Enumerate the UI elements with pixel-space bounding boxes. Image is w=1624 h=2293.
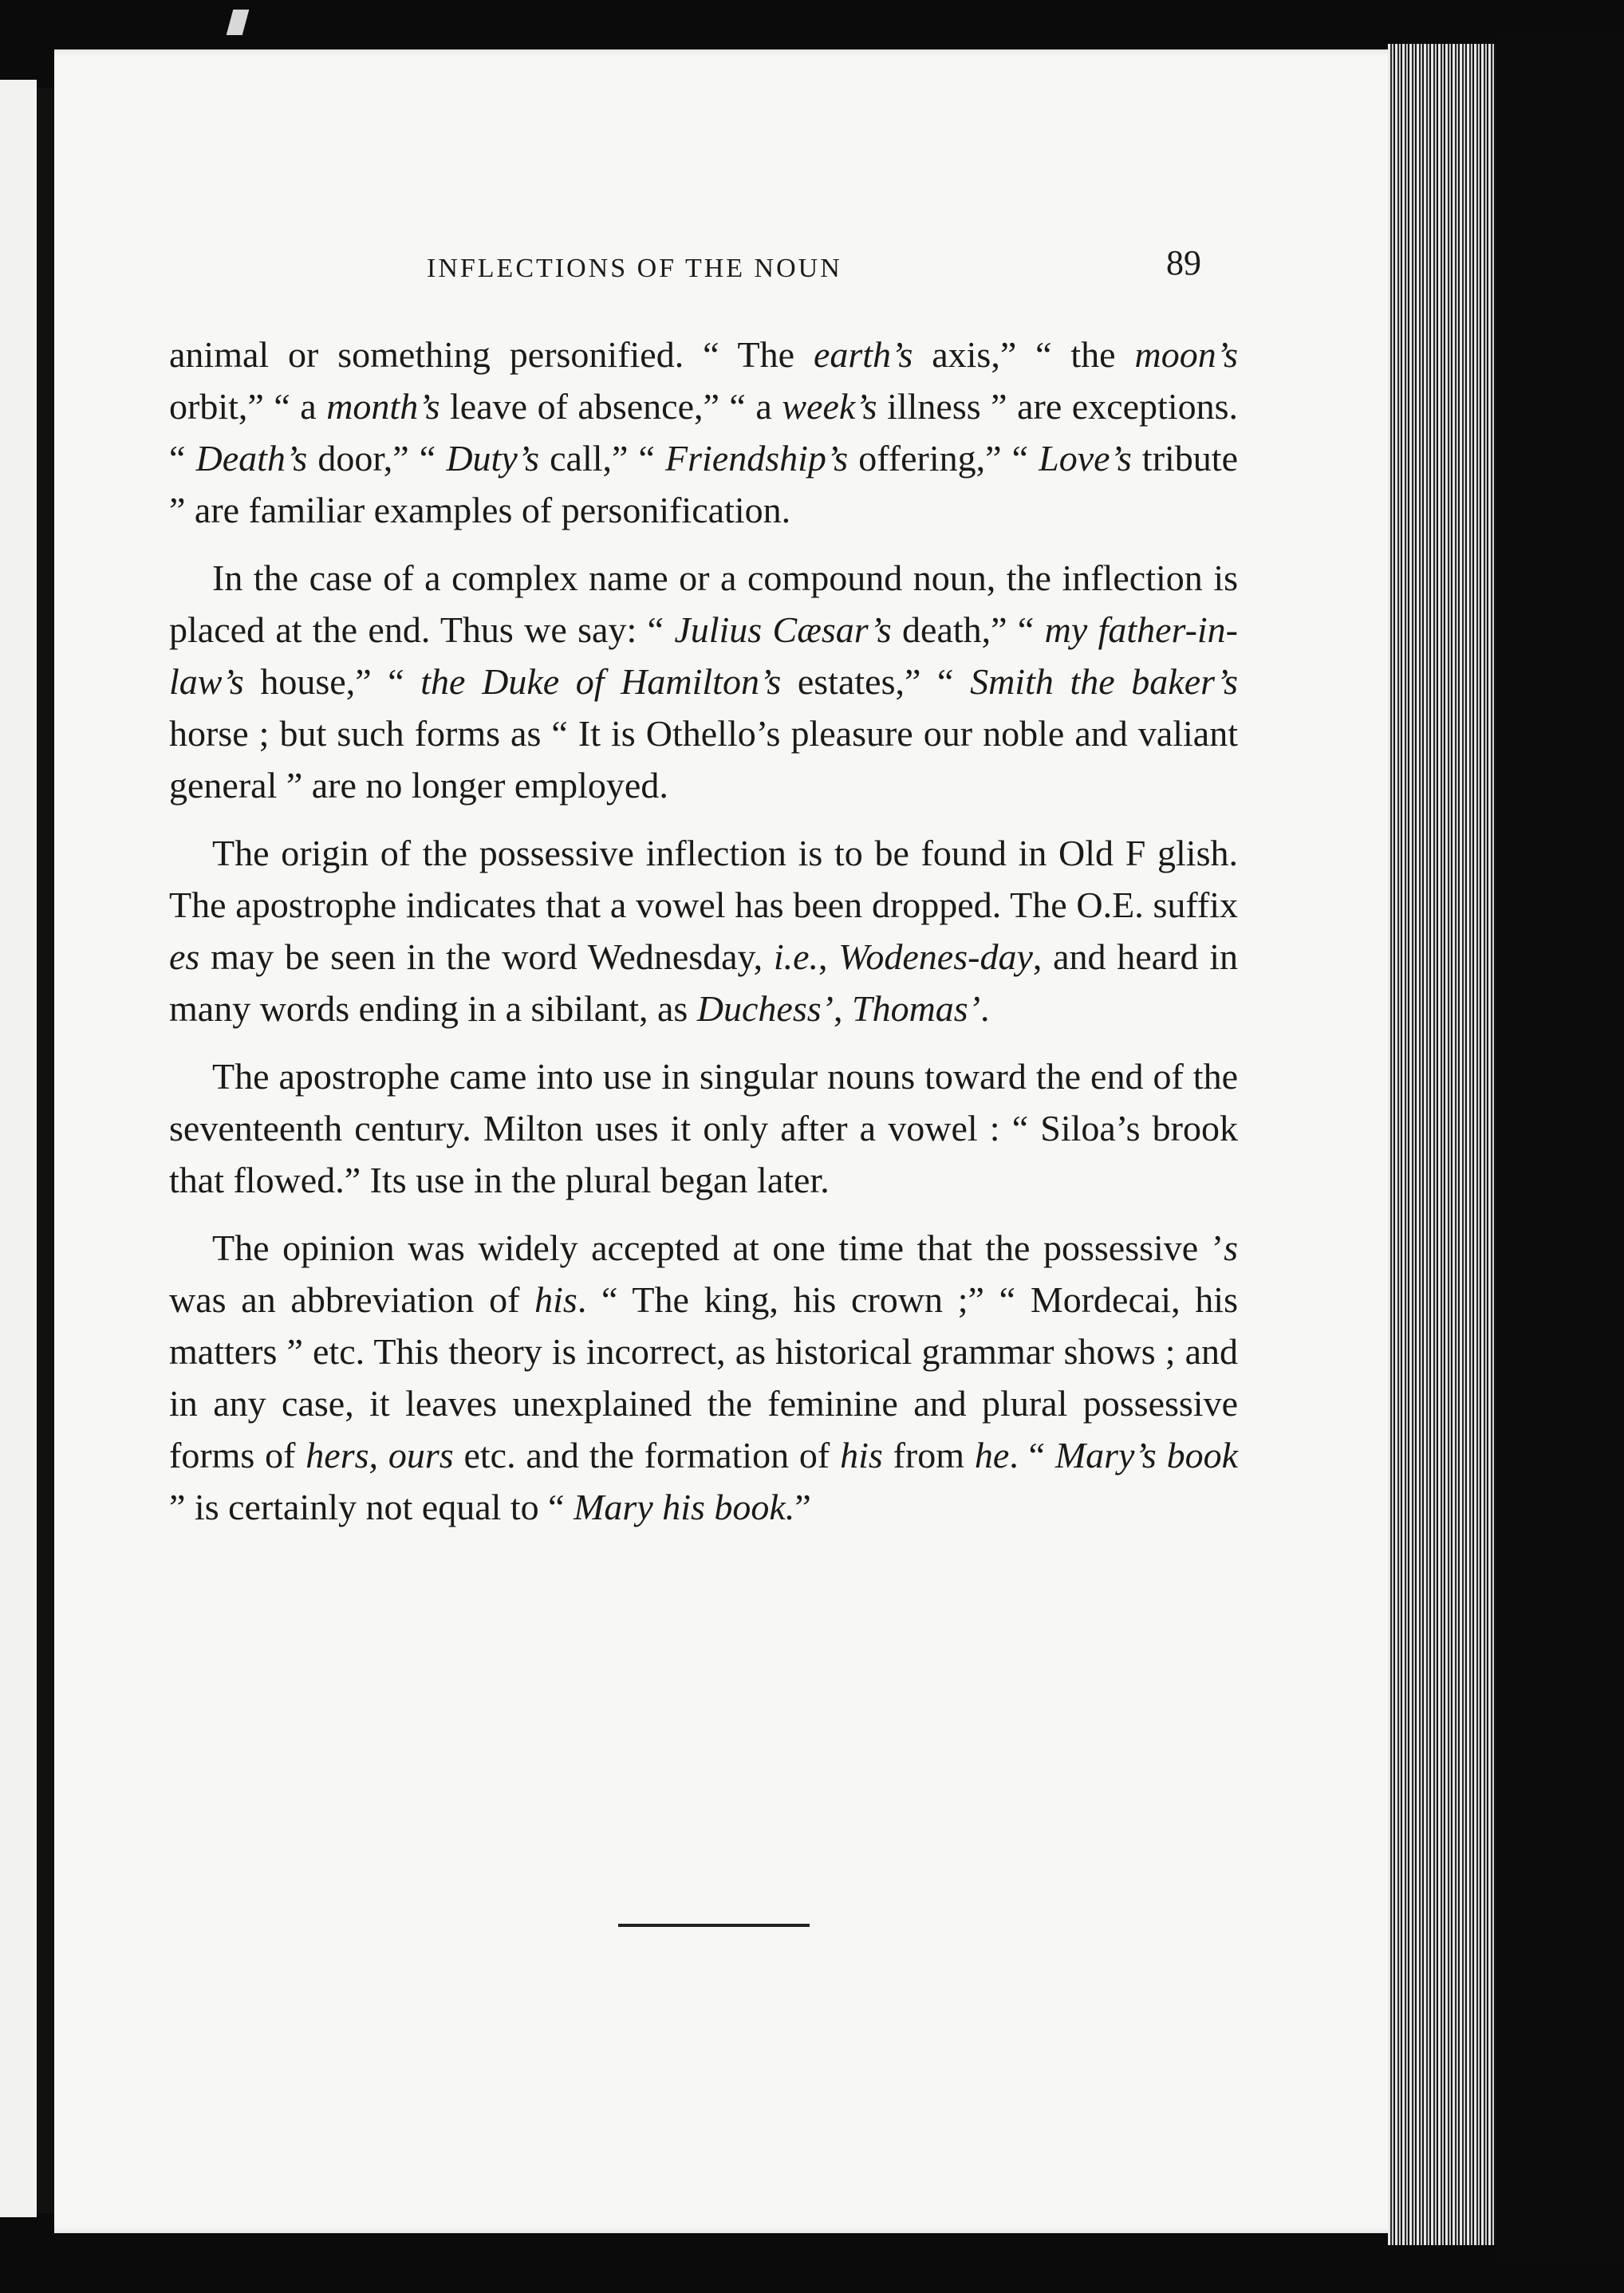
italic-text-segment: Mary his book. xyxy=(574,1487,795,1527)
text-segment: horse ; but such forms as “ It is Othello’s pleasure our noble and valiant general ” are no longer employed. xyxy=(169,713,1238,806)
text-segment: The opinion was widely accepted at one time that the possessive ’ xyxy=(212,1227,1224,1268)
italic-text-segment: earth’s xyxy=(813,334,913,375)
text-segment: . xyxy=(980,988,990,1029)
italic-text-segment: Death’s xyxy=(195,438,308,479)
book-cover-edge xyxy=(1496,32,1624,2265)
text-segment: death,” “ xyxy=(891,609,1045,650)
running-head: INFLECTIONS OF THE NOUN xyxy=(427,254,842,283)
text-segment: from xyxy=(882,1435,975,1475)
text-segment: may be seen in the word Wednesday, xyxy=(199,936,774,977)
italic-text-segment: i.e. xyxy=(773,936,819,977)
italic-text-segment: moon’s xyxy=(1134,334,1238,375)
book-gutter xyxy=(37,88,54,2213)
text-segment: etc. and the formation of xyxy=(453,1435,841,1475)
paragraph xyxy=(169,1050,1238,1206)
italic-text-segment: my father-in-law’s xyxy=(169,609,1238,702)
text-segment: orbit,” “ a xyxy=(169,386,327,427)
italic-text-segment: Duty’s xyxy=(446,438,540,479)
text-segment: . “ xyxy=(1009,1435,1055,1475)
italic-text-segment: the Duke of Hamilton’s xyxy=(420,661,782,702)
italic-text-segment: Julius Cæsar’s xyxy=(674,609,892,650)
italic-text-segment: s xyxy=(1224,1227,1238,1268)
italic-text-segment: week’s xyxy=(782,386,877,427)
italic-text-segment: Smith the baker’s xyxy=(970,661,1239,702)
text-segment: , and heard in many words ending in a sibilant, as xyxy=(169,936,1238,1029)
text-segment: illness ” are exceptions. “ xyxy=(169,386,1239,479)
text-segment: house,” “ xyxy=(243,661,421,702)
italic-text-segment: Love’s xyxy=(1039,438,1132,479)
text-segment: In the case of a complex name or a compound noun, the inflection is placed at the end. Thus we say: “ xyxy=(169,557,1238,650)
text-segment: ” xyxy=(794,1487,811,1527)
text-segment: door,” “ xyxy=(307,438,447,479)
paragraph xyxy=(169,1222,1238,1533)
text-segment: The apostrophe came into use in singular nouns toward the end of the seventeenth century. Milton uses it only after a vowel : “ Siloa’s brook that flowed.” Its use in the plural began later. xyxy=(169,1056,1238,1200)
text-segment: estates,” “ xyxy=(781,661,971,702)
italic-text-segment: hers, ours xyxy=(305,1435,454,1475)
text-segment: animal or something personified. “ The xyxy=(169,334,814,375)
text-segment: ” is certainly not equal to “ xyxy=(169,1487,574,1527)
text-segment: , xyxy=(833,988,852,1029)
text-segment: leave of absence,” “ a xyxy=(440,386,782,427)
text-segment: tribute ” are familiar examples of personification. xyxy=(169,438,1239,530)
italic-text-segment: his xyxy=(840,1435,883,1475)
text-segment: offering,” “ xyxy=(848,438,1039,479)
text-segment: axis,” “ the xyxy=(913,334,1135,375)
italic-text-segment: Friendship’s xyxy=(665,438,849,479)
italic-text-segment: Mary’s book xyxy=(1054,1435,1238,1475)
text-segment: was an abbreviation of xyxy=(169,1279,535,1320)
italic-text-segment: Wodenes-day xyxy=(838,936,1033,977)
page-number: 89 xyxy=(1166,243,1201,282)
italic-text-segment: Duchess’ xyxy=(696,988,834,1029)
text-segment: , xyxy=(818,936,839,977)
end-rule xyxy=(618,1924,810,1927)
paragraph xyxy=(169,329,1238,536)
page-tab-mark xyxy=(227,10,250,35)
italic-text-segment: month’s xyxy=(326,386,440,427)
italic-text-segment: his xyxy=(534,1279,577,1320)
text-segment: call,” “ xyxy=(539,438,666,479)
paragraph xyxy=(169,827,1238,1034)
page-stack-edges xyxy=(1388,44,1496,2245)
italic-text-segment: he xyxy=(974,1435,1010,1475)
text-segment: . “ The king, his crown ;” “ Mordecai, his matters ” etc. This theory is incorrect, as historical grammar shows ; and in any case, it leaves unexplained the feminine and plural possessive forms of xyxy=(169,1279,1238,1475)
text-segment: The origin of the possessive inflection is to be found in Old F glish. The apostrophe indicates that a vowel has been dropped. The O.E. suffix xyxy=(169,833,1238,925)
italic-text-segment: es xyxy=(169,936,200,977)
page-body xyxy=(169,329,1238,1549)
paragraph xyxy=(169,552,1238,811)
facing-page-edge xyxy=(0,80,37,2217)
italic-text-segment: Thomas’ xyxy=(851,988,981,1029)
